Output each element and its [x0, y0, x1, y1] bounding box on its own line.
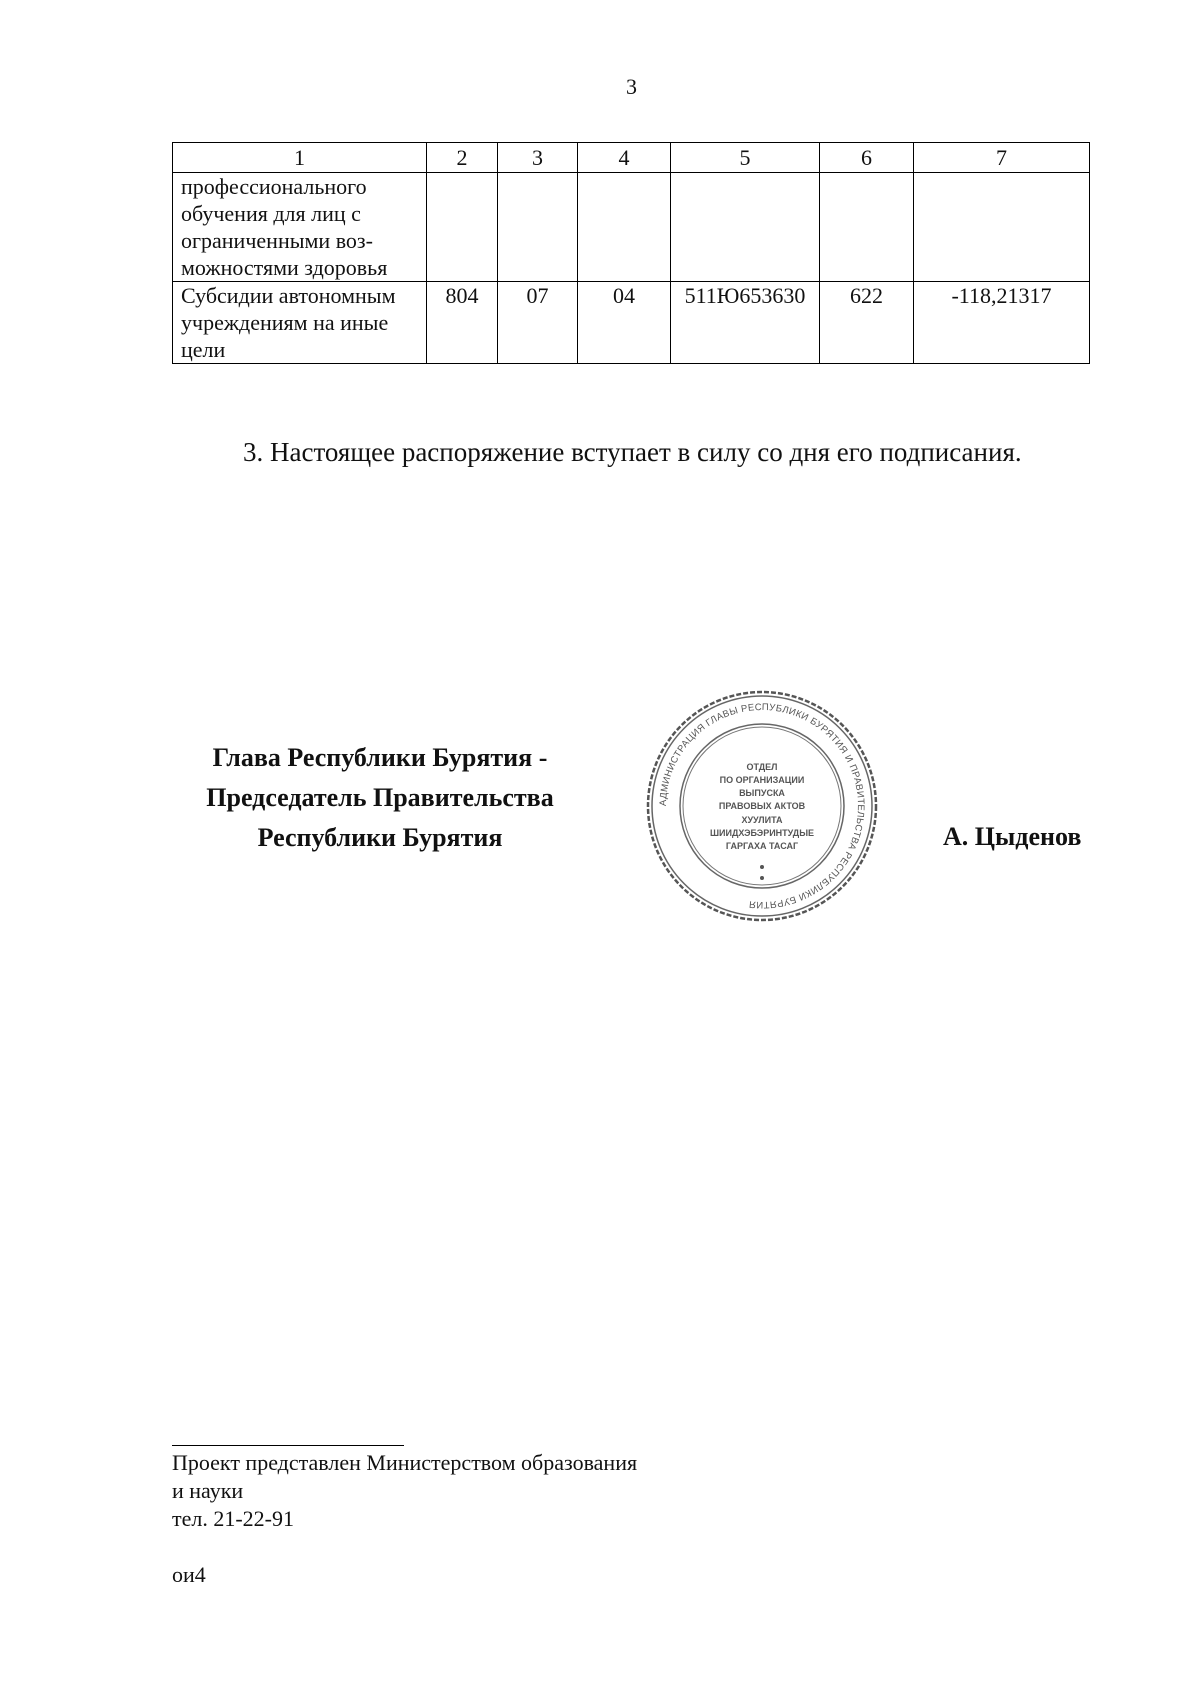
seal-center-line: ХУУЛИТА — [741, 815, 783, 825]
footnote-divider — [172, 1445, 404, 1446]
header-cell: 1 — [173, 143, 427, 173]
header-cell: 3 — [498, 143, 578, 173]
table-cell: -118,21317 — [914, 282, 1090, 364]
table-cell — [427, 173, 498, 282]
table-cell: 511Ю653630 — [671, 282, 820, 364]
table-cell: 622 — [820, 282, 914, 364]
seal-dot — [760, 876, 764, 880]
signer-title-line: Республики Бурятия — [257, 823, 503, 852]
header-cell: 2 — [427, 143, 498, 173]
signer-title-line: Глава Республики Бурятия - — [212, 743, 548, 772]
header-cell: 5 — [671, 143, 820, 173]
seal-center-line: ПРАВОВЫХ АКТОВ — [718, 801, 806, 811]
table-header-row — [173, 143, 1090, 173]
signer-title-line: Председатель Правительства — [206, 783, 554, 812]
header-cell: 6 — [820, 143, 914, 173]
paragraph-3: 3. Настоящее распоряжение вступает в силу со дня его подписания. — [243, 437, 1022, 467]
footnote-line: Проект представлен Министерством образования — [172, 1450, 638, 1475]
description-line: можностями здоровья — [181, 255, 388, 280]
table-cell: 804 — [427, 282, 498, 364]
table-cell — [914, 173, 1090, 282]
description-line: обучения для лиц с — [181, 201, 361, 226]
table-cell — [578, 173, 671, 282]
table-row — [173, 282, 1090, 364]
footnote — [172, 1449, 637, 1533]
description-line: Субсидии автономным — [181, 283, 396, 308]
table-row — [173, 173, 1090, 282]
header-cell: 4 — [578, 143, 671, 173]
table-cell — [820, 173, 914, 282]
seal-center-line: ОТДЕЛ — [746, 762, 778, 772]
signer-title — [160, 738, 600, 858]
footnote-line: тел. 21-22-91 — [172, 1506, 295, 1531]
table-cell — [671, 173, 820, 282]
seal-center-line: ПО ОРГАНИЗАЦИИ — [719, 775, 805, 785]
page-number: 3 — [626, 74, 637, 99]
official-seal-stamp — [642, 686, 882, 926]
seal-ring-text: АДМИНИСТРАЦИЯ ГЛАВЫ РЕСПУБЛИКИ БУРЯТИЯ И ПРАВИТЕЛЬСТВА РЕСПУБЛИКИ БУРЯТИЯ — [657, 701, 867, 911]
table-cell — [498, 173, 578, 282]
seal-dot — [760, 865, 764, 869]
row-description — [173, 282, 427, 364]
description-line: профессионального — [181, 174, 367, 199]
document-code: ои4 — [172, 1562, 206, 1587]
seal-center-line: ГАРГАХА ТАСАГ — [725, 841, 799, 851]
header-cell: 7 — [914, 143, 1090, 173]
footnote-line: и науки — [172, 1478, 244, 1503]
seal-center-line: ВЫПУСКА — [739, 788, 785, 798]
description-line: учреждениям на иные — [181, 310, 389, 335]
table-cell: 07 — [498, 282, 578, 364]
description-line: ограниченными воз- — [181, 228, 373, 253]
seal-center-line: ШИИДХЭБЭРИНТУДЫЕ — [709, 828, 815, 838]
description-line: цели — [181, 337, 226, 362]
row-description — [173, 173, 427, 282]
budget-table — [172, 142, 1090, 364]
signer-name: А. Цыденов — [943, 822, 1082, 851]
table-cell: 04 — [578, 282, 671, 364]
